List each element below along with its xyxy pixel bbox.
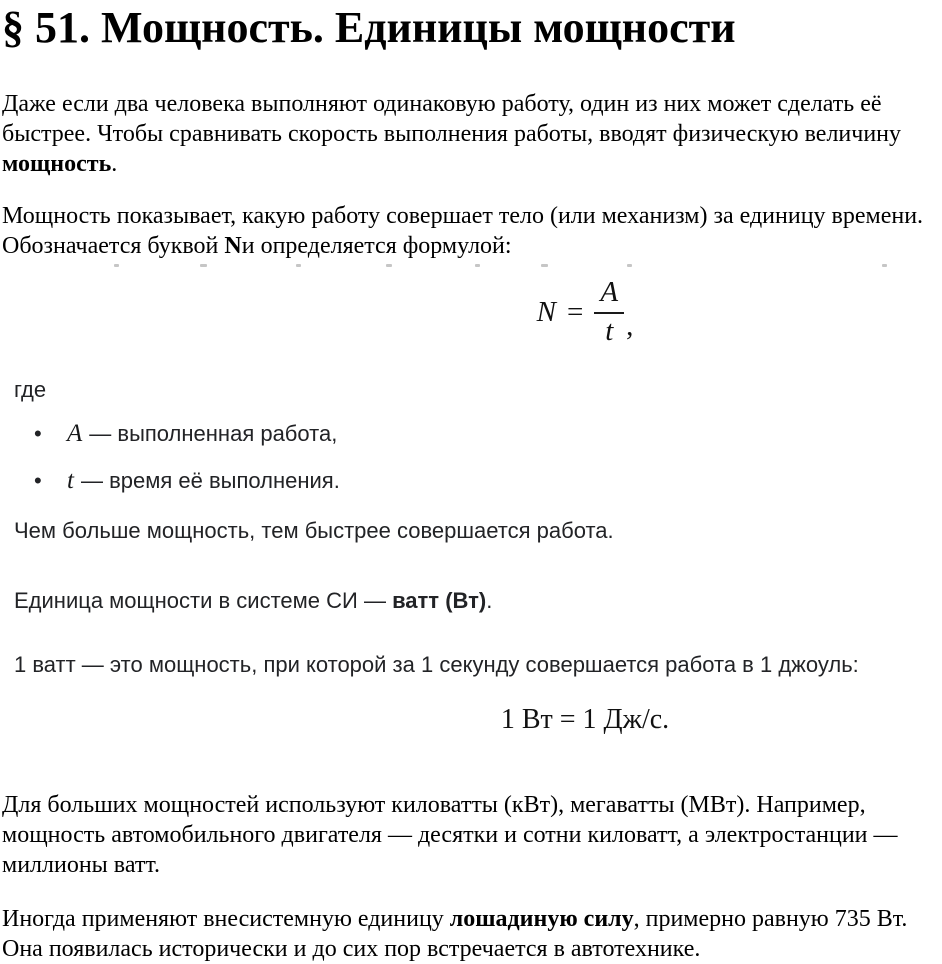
bold-symbol-N: N [224,233,242,260]
page-title: § 51. Мощность. Единицы мощности [2,3,736,52]
math-var-t: t [67,467,74,495]
paragraph-text: Иногда применяют внесистемную единицу [2,906,450,933]
definitions-list [2,419,938,496]
bold-term-power: мощность [2,151,112,178]
where-label: где [14,377,47,403]
paragraph-text: Даже если два человека выполняют одинаковую работу, один из них может сделать её быстрее. Чтобы сравнивать скорость выполнения работы, вводят физическую величину [2,91,902,148]
paragraph-more-power: Чем больше мощность, тем быстрее совершается работа. [14,518,614,544]
formula-comma: , [626,310,634,343]
paragraph-kilowatts: Для больших мощностей используют киловатты (кВт), мегаватты (МВт). Например, мощность автомобильного двигателя — десятки и сотни киловатт, а электростанции — миллионы ватт. [2,792,898,879]
list-item-text: — выполненная работа, [89,421,338,447]
list-item-text: — время её выполнения. [80,468,340,494]
equals-sign: = [567,295,584,328]
paragraph-text: Единица мощности в системе СИ — [14,588,393,614]
paragraph-intro-2 [2,201,938,261]
paragraph-text: Мощность показывает, какую работу совершает тело (или механизм) за единицу времени. Обозначается буквой [2,203,924,260]
math-var-t: t [605,315,614,348]
list-item-time [34,466,938,496]
paragraph-watt-definition: 1 ватт — это мощность, при которой за 1 секунду совершается работа в 1 джоуль: [14,652,859,678]
paragraph-intro-1 [2,89,938,179]
formula-power-equation [232,277,938,347]
bold-term-horsepower: лошадиную силу [449,906,634,933]
math-var-N: N [536,295,556,328]
fraction [594,276,624,348]
paragraph-si-unit [14,588,938,614]
paragraph-text: . [111,151,118,178]
paragraph-horsepower [2,904,938,964]
bold-term-watt: ватт (Вт) [392,588,487,614]
math-var-A: A [594,276,624,314]
bullet-icon: • [34,421,42,447]
math-var-A: A [67,420,83,448]
paragraph-text: и определяется формулой: [241,233,512,260]
formula-watt-equation [232,704,938,738]
formula-text: 1 Вт = 1 Дж/с. [500,704,670,736]
paragraph-text: . [486,588,493,614]
bullet-icon: • [34,468,42,494]
list-item-work [34,419,938,449]
paragraph-text: , примерно равную 735 Вт. Она появилась исторически и до сих пор встречается в автотехнике. [2,906,908,963]
